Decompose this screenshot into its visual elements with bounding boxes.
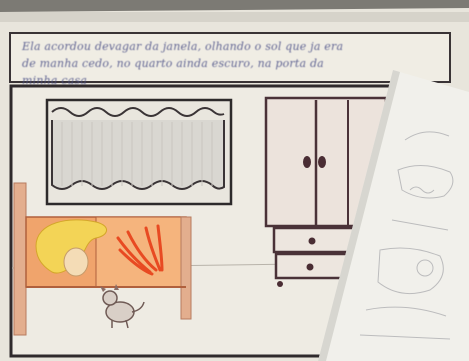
caption-line: de manha cedo, no quarto ainda escuro, na porta da: [22, 57, 324, 70]
panel-caption: [22, 38, 442, 89]
window-drawing: [47, 100, 231, 204]
caption-line: minha casa: [22, 74, 88, 87]
caption-line: Ela acordou devagar da janela, olhando o sol que ja era: [22, 40, 344, 53]
